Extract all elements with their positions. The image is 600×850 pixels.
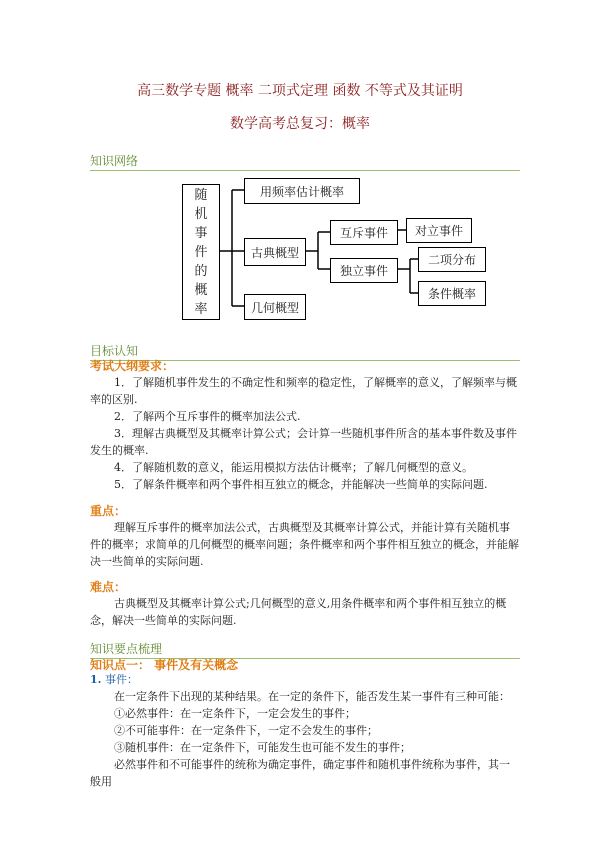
section-knowledge-network: 知识网络 [90, 152, 520, 171]
node-frequency-estimate: 用频率估计概率 [244, 178, 360, 204]
node-independent: 独立事件 [330, 258, 398, 283]
node-mutually-exclusive: 互斥事件 [330, 220, 398, 245]
node-geometric-model: 几何概型 [244, 294, 306, 320]
document-title: 高三数学专题 概率 二项式定理 函数 不等式及其证明 [137, 83, 463, 99]
node-binomial-distribution: 二项分布 [418, 247, 486, 272]
item1-line-4: ③随机事件：在一定条件下，可能发生也可能不发生的事件； [114, 741, 411, 754]
diagram-connectors [0, 0, 600, 340]
item1-label: 事件： [104, 673, 138, 686]
item1-number: 1. [90, 673, 102, 686]
node-conditional-probability: 条件概率 [418, 281, 486, 306]
node-complementary: 对立事件 [406, 218, 472, 243]
key-points-text: 理解互斥事件的概率加法公式，古典概型及其概率计算公式，并能计算有关随机事件的概率；求简单的几何概型的概率问题；条件概率和两个事件相互独立的概念，并能解决一些简单的实际问题. [90, 521, 519, 568]
item1-heading [90, 671, 520, 688]
goal-item-5: 5．了解条件概率和两个事件相互独立的概念，并能解决一些简单的实际问题. [114, 478, 488, 491]
section-goals: 目标认知 [90, 342, 520, 361]
goal-item-2: 2．了解两个互斥事件的概率加法公式. [114, 410, 301, 423]
difficulties-label: 难点： [90, 580, 127, 594]
document-subtitle: 数学高考总复习：概率 [230, 116, 370, 132]
exam-requirements-label: 考试大纲要求： [90, 359, 175, 373]
goal-item-1: 1．了解随机事件发生的不确定性和频率的稳定性，了解概率的意义，了解频率与概率的区别. [90, 376, 517, 406]
item1-line-3: ②不可能事件：在一定条件下，一定不会发生的事件； [114, 724, 378, 737]
node-classical-model: 古典概型 [244, 238, 306, 266]
point1-title: 知识点一： 事件及有关概念 [90, 658, 239, 672]
item1-line-2: ①必然事件：在一定条件下，一定会发生的事件； [114, 707, 356, 720]
key-points-label: 重点： [90, 504, 127, 518]
node-random-event-probability: 随机事件的概率 [182, 184, 220, 320]
difficulties-text: 古典概型及其概率计算公式;几何概型的意义,用条件概率和两个事件相互独立的概念，解决一些简单的实际问题. [90, 597, 507, 627]
item1-line-1: 在一定条件下出现的某种结果。在一定的条件下，能否发生某一事件有三种可能： [114, 690, 510, 703]
goal-item-4: 4．了解随机数的意义，能运用模拟方法估计概率；了解几何概型的意义。 [114, 461, 473, 474]
goal-item-3: 3．理解古典概型及其概率计算公式；会计算一些随机事件所含的基本事件数及事件发生的概率. [90, 427, 517, 457]
item1-line-5: 必然事件和不可能事件的统称为确定事件，确定事件和随机事件统称为事件，其一般用 [90, 758, 510, 788]
section-knowledge-points: 知识要点梳理 [90, 640, 520, 659]
